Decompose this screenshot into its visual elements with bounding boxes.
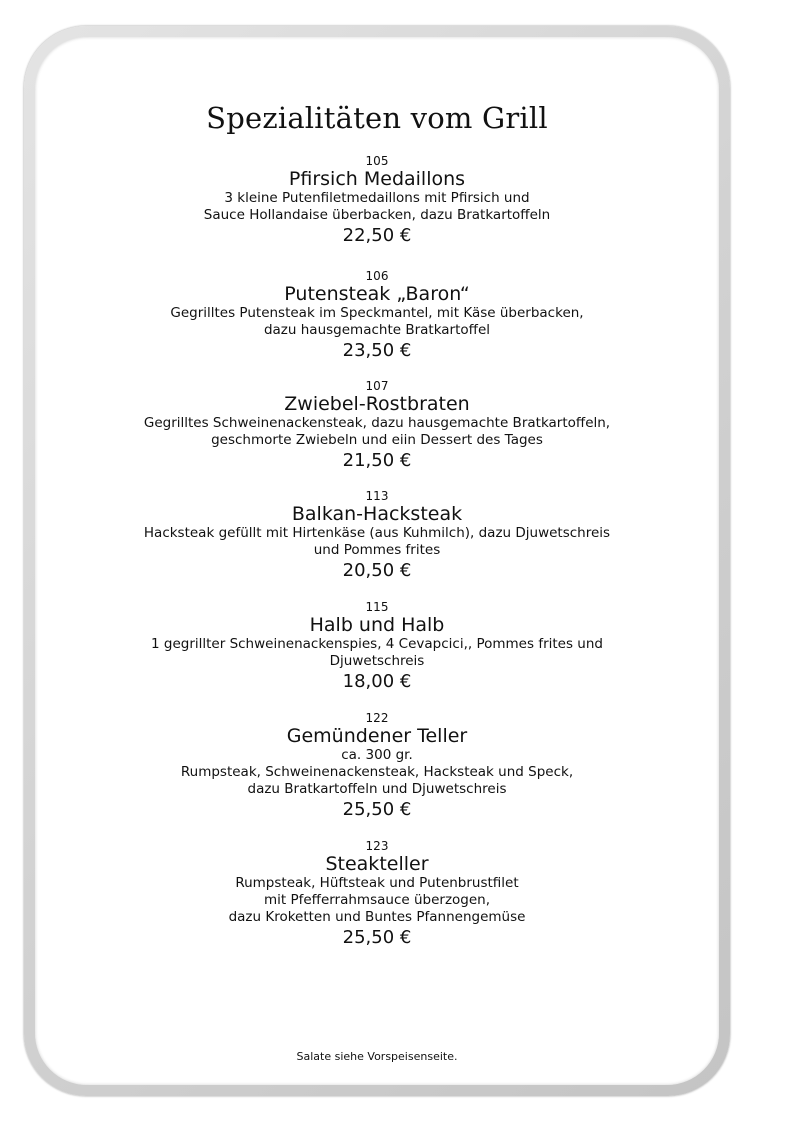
dish-price: 20,50 €	[342, 560, 412, 581]
dish-name: Zwiebel-Rostbraten	[284, 393, 470, 415]
dish-number: 107	[365, 379, 389, 393]
dish-price: 25,50 €	[342, 799, 412, 820]
dish-name: Steakteller	[325, 853, 429, 875]
dish-name: Halb und Halb	[309, 614, 445, 636]
menu-content	[35, 37, 719, 1063]
dish-price: 23,50 €	[342, 340, 412, 361]
dish-description-line: 1 gegrillter Schweinenackenspies, 4 Cevapcici,, Pommes frites und	[151, 636, 603, 652]
dish-description-line: geschmorte Zwiebeln und eiin Dessert des Tages	[211, 432, 543, 448]
dish-price: 21,50 €	[342, 450, 412, 471]
dish-name: Gemündener Teller	[286, 725, 468, 747]
dish-description-line: ca. 300 gr.	[341, 747, 413, 763]
dish-description-line: Sauce Hollandaise überbacken, dazu Bratkartoffeln	[203, 207, 551, 223]
dish-description-line: und Pommes frites	[313, 542, 441, 558]
dish-item	[35, 268, 719, 363]
dish-item	[35, 599, 719, 694]
footer-note: Salate siehe Vorspeisenseite.	[296, 1050, 458, 1063]
dish-description-line: dazu hausgemachte Bratkartoffel	[263, 322, 491, 338]
dish-description-line: dazu Kroketten und Buntes Pfannengemüse	[228, 909, 526, 925]
dish-price: 22,50 €	[342, 225, 412, 246]
dish-description-line: 3 kleine Putenfiletmedaillons mit Pfirsich und	[224, 190, 530, 206]
dish-number: 105	[365, 154, 389, 168]
dish-description-line: Rumpsteak, Hüftsteak und Putenbrustfilet	[235, 875, 519, 891]
dish-number: 122	[365, 711, 389, 725]
dish-item	[35, 378, 719, 473]
dish-description-line: Hacksteak gefüllt mit Hirtenkäse (aus Kuhmilch), dazu Djuwetschreis	[143, 525, 611, 541]
dish-number: 123	[365, 839, 389, 853]
page-title: Spezialitäten vom Grill	[206, 101, 548, 135]
dish-price: 25,50 €	[342, 927, 412, 948]
dish-item	[35, 488, 719, 583]
dish-name: Pfirsich Medaillons	[288, 168, 466, 190]
dish-name: Balkan-Hacksteak	[291, 503, 463, 525]
dish-description-line: dazu Bratkartoffeln und Djuwetschreis	[247, 781, 507, 797]
dish-price: 18,00 €	[342, 671, 412, 692]
dish-description-line: Gegrilltes Schweinenackensteak, dazu hausgemachte Bratkartoffeln,	[143, 415, 611, 431]
dish-name: Putensteak „Baron“	[284, 283, 470, 305]
dish-number: 113	[365, 489, 389, 503]
dish-description-line: Gegrilltes Putensteak im Speckmantel, mit Käse überbacken,	[170, 305, 584, 321]
dish-item	[35, 710, 719, 822]
dish-description-line: Rumpsteak, Schweinenackensteak, Hacksteak und Speck,	[180, 764, 574, 780]
dish-item	[35, 838, 719, 950]
dish-number: 115	[365, 600, 389, 614]
dish-description-line: mit Pfefferrahmsauce überzogen,	[263, 892, 491, 908]
dish-description-line: Djuwetschreis	[329, 653, 425, 669]
dish-item	[35, 153, 719, 248]
dish-number: 106	[365, 269, 389, 283]
